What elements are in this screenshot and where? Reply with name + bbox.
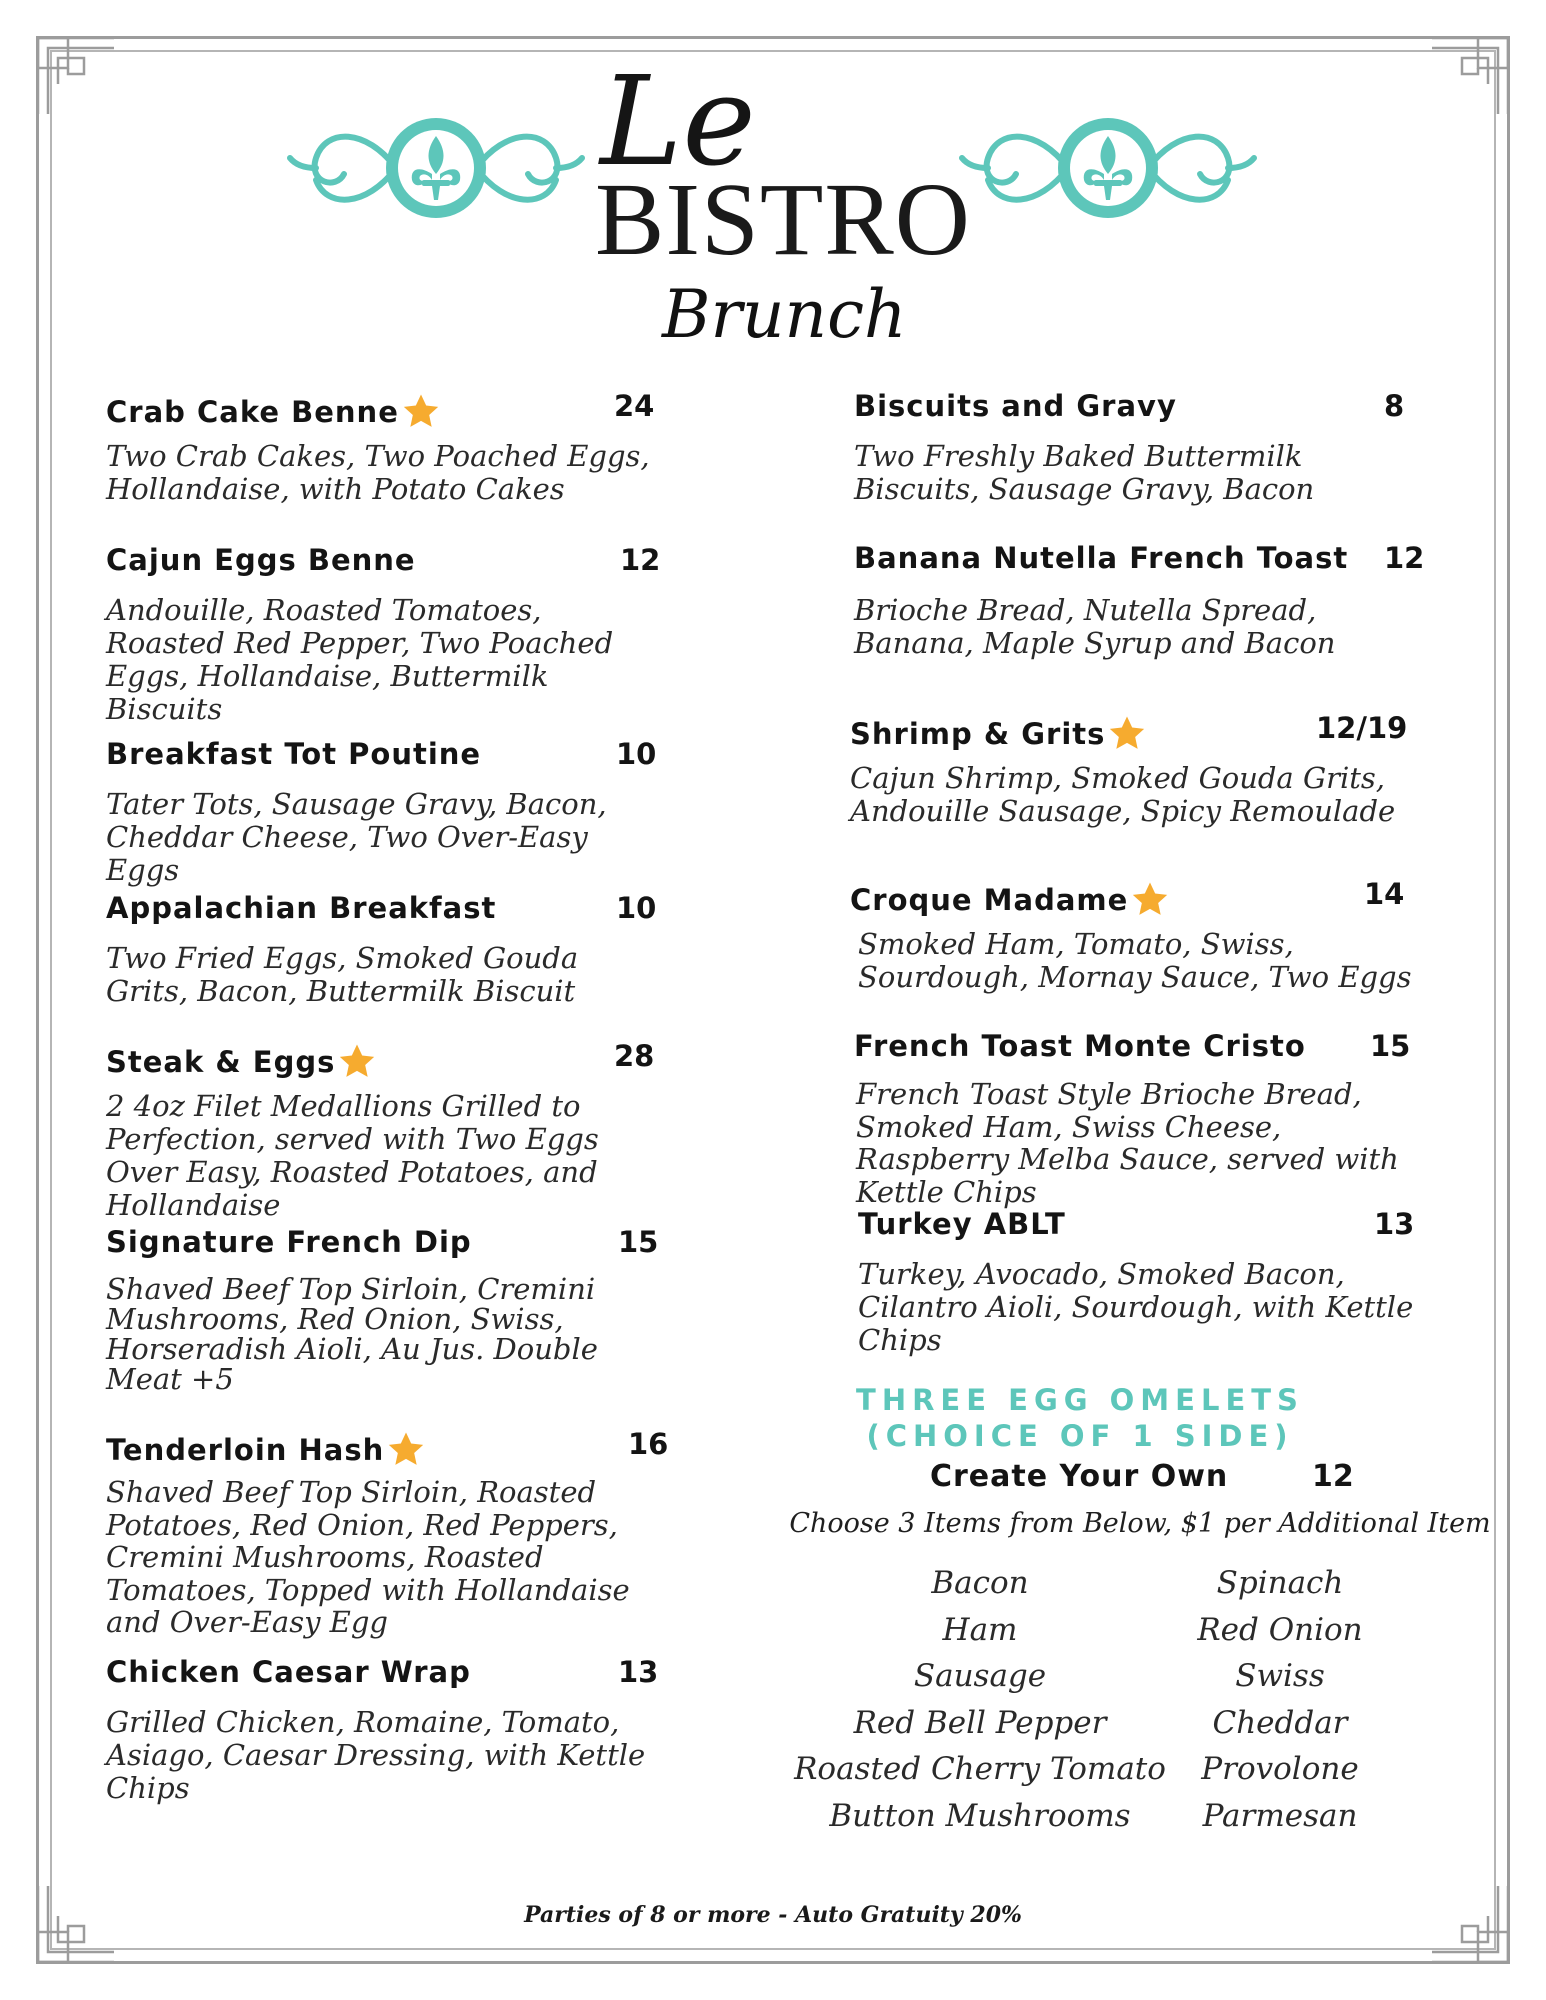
item-description: Shaved Beef Top Sirloin, Cremini Mushrooms, Red Onion, Swiss, Horseradish Aioli, Au Jus. Double Meat +5 [106, 1272, 598, 1396]
item-price: 12/19 [1316, 711, 1408, 745]
omelet-option: Cheddar [1212, 1704, 1348, 1741]
item-price: 24 [614, 389, 655, 423]
omelet-options-right [1160, 1560, 1400, 1839]
omelets-heading-line1: THREE EGG OMELETS [856, 1383, 1304, 1417]
fleur-de-lis-ornament-right [958, 108, 1258, 228]
omelet-option: Ham [942, 1611, 1018, 1648]
item-price: 10 [616, 891, 657, 925]
item-price: 14 [1364, 877, 1405, 911]
item-name: Shrimp & Grits [850, 714, 1147, 754]
star-icon [386, 1430, 426, 1470]
item-description: Cajun Shrimp, Smoked Gouda Grits, Andouille Sausage, Spicy Remoulade [850, 761, 1396, 828]
item-name: Turkey ABLT [858, 1207, 1066, 1241]
corner-ornament-top-right [1428, 34, 1512, 118]
omelet-options-left [780, 1560, 1180, 1839]
star-icon [401, 392, 441, 432]
omelet-title: Create Your Own [930, 1459, 1229, 1494]
omelet-option: Red Bell Pepper [853, 1704, 1107, 1741]
item-description: Turkey, Avocado, Smoked Bacon, Cilantro Aioli, Sourdough, with Kettle Chips [858, 1257, 1414, 1357]
omelet-option: Swiss [1235, 1658, 1325, 1694]
item-name: Banana Nutella French Toast [854, 541, 1349, 575]
item-price: 8 [1384, 389, 1405, 423]
item-description: Two Fried Eggs, Smoked Gouda Grits, Bacon, Buttermilk Biscuit [106, 941, 579, 1008]
star-icon [1130, 880, 1170, 920]
gratuity-note: Parties of 8 or more - Auto Gratuity 20% [524, 1902, 1022, 1928]
logo-brunch: Brunch [662, 276, 907, 353]
item-description: Andouille, Roasted Tomatoes, Roasted Red Pepper, Two Poached Eggs, Hollandaise, Buttermilk Biscuits [106, 593, 614, 726]
item-description: Brioche Bread, Nutella Spread, Banana, Maple Syrup and Bacon [854, 593, 1336, 660]
omelet-option: Red Onion [1197, 1611, 1363, 1648]
item-name: Tenderloin Hash [106, 1430, 426, 1470]
item-name: Steak & Eggs [106, 1042, 377, 1082]
item-name: Biscuits and Gravy [854, 389, 1177, 423]
star-icon [337, 1042, 377, 1082]
star-icon [1107, 714, 1147, 754]
omelet-option: Parmesan [1202, 1797, 1358, 1834]
item-price: 13 [618, 1655, 659, 1689]
omelet-option: Roasted Cherry Tomato [794, 1751, 1166, 1787]
omelet-option: Button Mushrooms [829, 1797, 1131, 1834]
item-price: 10 [616, 737, 657, 771]
item-description: Two Crab Cakes, Two Poached Eggs, Hollandaise, with Potato Cakes [106, 439, 650, 506]
item-name: French Toast Monte Cristo [854, 1029, 1306, 1063]
item-price: 15 [1370, 1029, 1411, 1063]
item-name: Chicken Caesar Wrap [106, 1655, 471, 1689]
omelet-option: Sausage [913, 1658, 1047, 1694]
fleur-de-lis-ornament-left [286, 108, 586, 228]
item-name: Croque Madame [850, 880, 1170, 920]
item-description: Grilled Chicken, Romaine, Tomato, Asiago, Caesar Dressing, with Kettle Chips [106, 1705, 646, 1805]
item-description: Smoked Ham, Tomato, Swiss, Sourdough, Mornay Sauce, Two Eggs [858, 927, 1412, 994]
omelets-heading-line2: (CHOICE OF 1 SIDE) [866, 1419, 1294, 1453]
item-name: Signature French Dip [106, 1225, 472, 1259]
item-price: 13 [1374, 1207, 1415, 1241]
item-price: 15 [618, 1225, 659, 1259]
item-name: Appalachian Breakfast [106, 891, 497, 925]
item-description: Two Freshly Baked Buttermilk Biscuits, Sausage Gravy, Bacon [854, 439, 1315, 506]
omelet-option: Provolone [1201, 1751, 1359, 1787]
corner-ornament-top-left [34, 34, 118, 118]
item-name: Breakfast Tot Poutine [106, 737, 482, 771]
omelet-note: Choose 3 Items from Below, $1 per Additional Item [789, 1508, 1491, 1539]
item-price: 12 [1384, 541, 1425, 575]
item-description: French Toast Style Brioche Bread, Smoked Ham, Swiss Cheese, Raspberry Melba Sauce, served with Kettle Chips [856, 1077, 1399, 1209]
item-description: Shaved Beef Top Sirloin, Roasted Potatoes, Red Onion, Red Peppers, Cremini Mushrooms, Roasted Tomatoes, Topped with Hollandaise and Over-Easy Egg [106, 1475, 630, 1639]
item-description: 2 4oz Filet Medallions Grilled to Perfection, served with Two Eggs Over Easy, Roasted Potatoes, and Hollandaise [106, 1089, 599, 1222]
item-price: 28 [614, 1039, 655, 1073]
item-name: Crab Cake Benne [106, 392, 441, 432]
item-price: 16 [628, 1427, 669, 1461]
item-name: Cajun Eggs Benne [106, 543, 416, 577]
logo-le: Le [600, 50, 756, 194]
logo-bistro: BISTRO [595, 162, 971, 277]
omelet-price: 12 [1312, 1459, 1354, 1494]
item-description: Tater Tots, Sausage Gravy, Bacon, Cheddar Cheese, Two Over-Easy Eggs [106, 787, 607, 887]
item-price: 12 [620, 543, 661, 577]
omelet-option: Spinach [1216, 1565, 1344, 1601]
omelet-option: Bacon [931, 1565, 1029, 1601]
